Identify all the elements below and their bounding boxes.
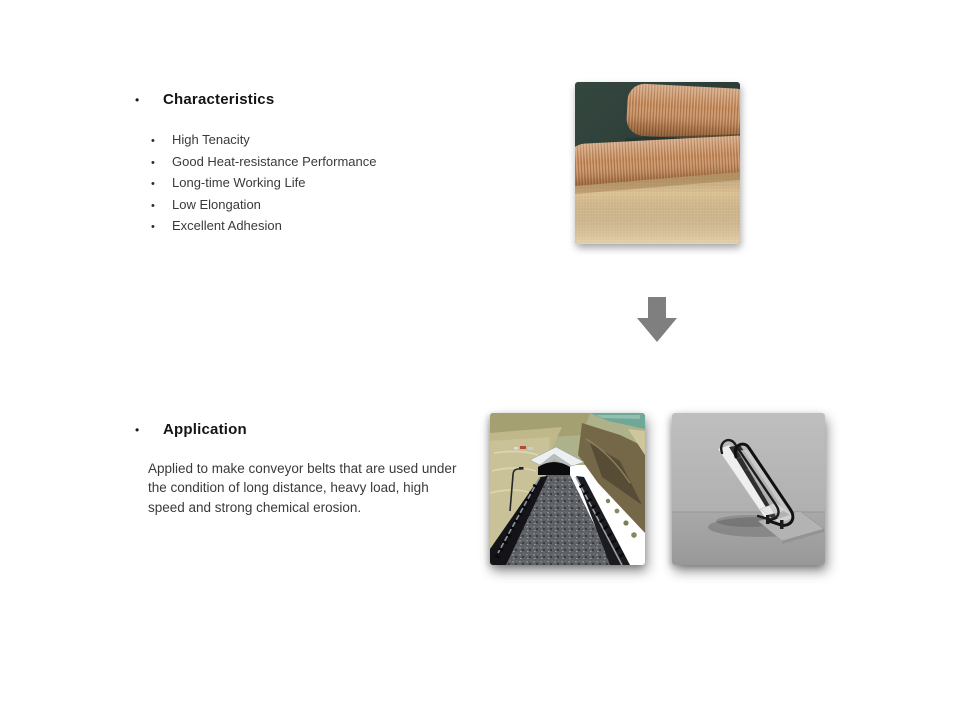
bullet-icon: • bbox=[135, 93, 140, 107]
bullet-icon: • bbox=[135, 423, 140, 437]
application-body-text: Applied to make conveyor belts that are used under the condition of long distance, heavy load, high speed and strong chemical erosion. bbox=[148, 461, 457, 515]
fabric-roll-photo bbox=[575, 82, 740, 244]
application-heading-text: Application bbox=[163, 421, 247, 438]
application-section-heading bbox=[135, 421, 247, 438]
list-item bbox=[151, 216, 376, 238]
fabric-roll-illustration bbox=[575, 82, 740, 244]
conveyor-belt-photo bbox=[490, 413, 645, 565]
list-item-text: Long-time Working Life bbox=[172, 175, 306, 191]
bullet-icon: • bbox=[151, 199, 155, 212]
list-item-text: Excellent Adhesion bbox=[172, 218, 282, 234]
bullet-icon: • bbox=[151, 221, 155, 234]
list-item bbox=[151, 195, 376, 217]
bullet-icon: • bbox=[151, 178, 155, 191]
bullet-icon: • bbox=[151, 135, 155, 147]
characteristics-list bbox=[151, 130, 376, 238]
bullet-icon: • bbox=[151, 156, 155, 169]
list-item bbox=[151, 130, 376, 152]
list-item-text: High Tenacity bbox=[172, 132, 250, 147]
escalator-photo bbox=[672, 413, 825, 565]
down-arrow-shape bbox=[637, 297, 677, 342]
list-item bbox=[151, 173, 376, 195]
characteristics-heading-text: Characteristics bbox=[163, 91, 275, 108]
conveyor-belt-illustration bbox=[490, 413, 645, 565]
list-item-text: Low Elongation bbox=[172, 196, 261, 212]
down-arrow-icon bbox=[637, 297, 677, 343]
list-item bbox=[151, 152, 376, 174]
characteristics-section-heading bbox=[135, 91, 274, 108]
list-item-text: Good Heat-resistance Performance bbox=[172, 153, 377, 169]
escalator-illustration bbox=[672, 413, 825, 565]
